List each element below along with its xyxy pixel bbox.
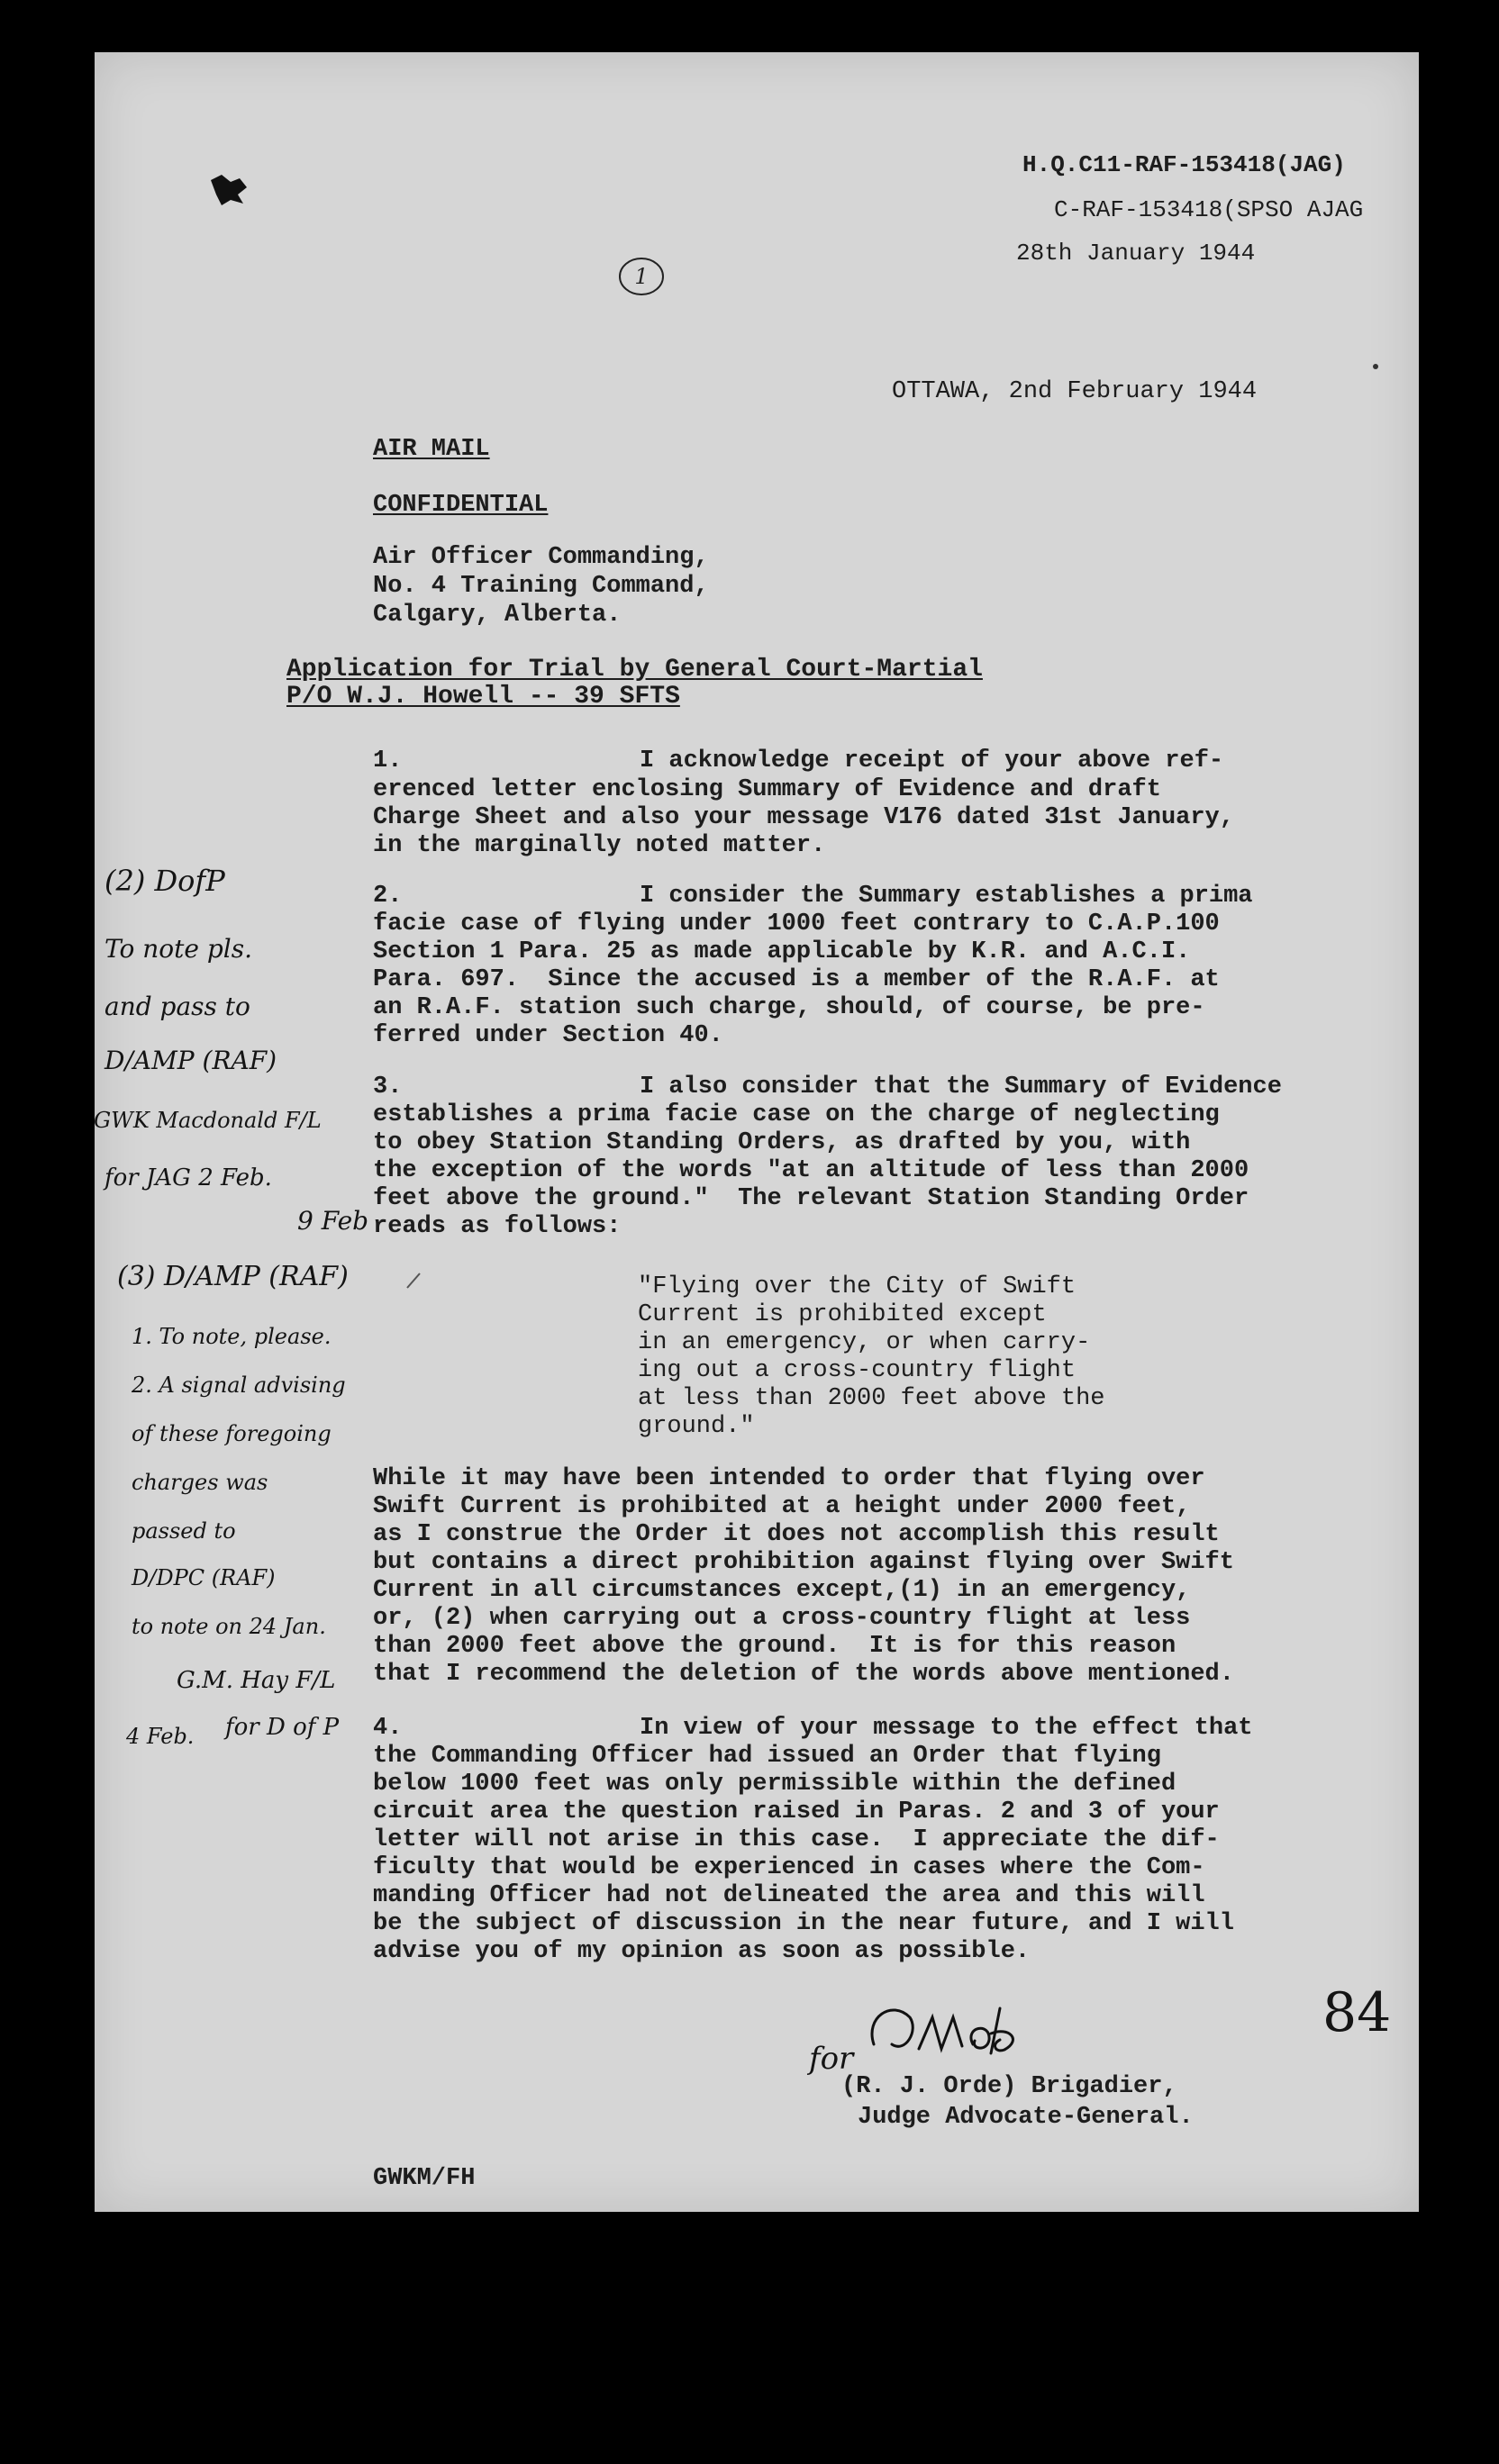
paragraph-line: be the subject of discussion in the near future, and I will [373,1910,1234,1937]
paragraph-line: reads as follows: [373,1213,622,1240]
note-line: D/AMP (RAF) [104,1046,277,1075]
note-line: 2. A signal advising [132,1372,346,1398]
quote-line: in an emergency, or when carry- [638,1329,1091,1356]
typist-initials: GWKM/FH [373,2165,476,2192]
paragraph-line: I also consider that the Summary of Evidence [640,1073,1282,1101]
note-line: of these foregoing [132,1421,332,1446]
paragraph-number: 1. [373,747,403,775]
paragraph-line: Charge Sheet and also your message V176 dated 31st January, [373,804,1234,831]
paragraph-line: advise you of my opinion as soon as possible. [373,1938,1031,1965]
subject-line: P/O W.J. Howell -- 39 SFTS [286,683,680,711]
reference-spso: C-RAF-153418(SPSO AJAG [1054,196,1364,223]
note-line: G.M. Hay F/L [177,1667,336,1694]
paragraph-line: circuit area the question raised in Paras. 2 and 3 of your [373,1798,1220,1825]
paragraph-line: ferred under Section 40. [373,1022,723,1049]
note-line: to note on 24 Jan. [132,1614,326,1639]
pencil-tick-mark [404,1270,425,1291]
note-line: passed to [132,1518,236,1544]
ink-blot-mark [207,171,250,207]
circled-folio-mark [616,254,667,299]
page-number: 84 [1322,1981,1392,2044]
paragraph-number: 4. [373,1715,403,1742]
note-line: (3) D/AMP (RAF) [117,1261,349,1292]
paragraph-line: Current in all circumstances except,(1) in an emergency, [373,1577,1191,1604]
paragraph-number: 3. [373,1073,403,1101]
paragraph-line: but contains a direct prohibition against flying over Swift [373,1549,1234,1576]
address-line: Calgary, Alberta. [373,602,622,629]
paragraph-line: manding Officer had not delineated the area and this will [373,1882,1205,1909]
signature-for: for [809,2041,854,2077]
paragraph-line: Section 1 Para. 25 as made applicable by K.R. and A.C.I. [373,938,1191,965]
paragraph-line: to obey Station Standing Orders, as drafted by you, with [373,1129,1191,1156]
quote-line: ing out a cross-country flight [638,1357,1077,1384]
paragraph-number: 2. [373,883,403,910]
paragraph-line: Swift Current is prohibited at a height under 2000 feet, [373,1493,1191,1520]
quote-line: at less than 2000 feet above the [638,1385,1105,1412]
pencil-dot-mark [1371,362,1380,371]
paragraph-line: establishes a prima facie case on the charge of neglecting [373,1101,1220,1128]
subject-line: Application for Trial by General Court-Martial [286,656,983,684]
note-line: and pass to [104,992,250,1021]
paragraph-line: the Commanding Officer had issued an Order that flying [373,1743,1161,1770]
paragraph-line: in the marginally noted matter. [373,832,826,859]
paragraph-line: erenced letter enclosing Summary of Evidence and draft [373,776,1161,803]
note-line: D/DPC (RAF) [132,1565,276,1590]
paragraph-line: Para. 697. Since the accused is a member of the R.A.F. at [373,966,1220,993]
paragraph-line: the exception of the words "at an altitude of less than 2000 [373,1157,1249,1184]
note-line: for JAG 2 Feb. [104,1164,272,1191]
address-line: Air Officer Commanding, [373,544,709,571]
paragraph-line: While it may have been intended to order that flying over [373,1465,1205,1492]
paragraph-line: as I construe the Order it does not accomplish this result [373,1521,1220,1548]
paragraph-line: than 2000 feet above the ground. It is for this reason [373,1633,1176,1660]
reference-jag: H.Q.C11-RAF-153418(JAG) [1022,151,1346,178]
svg-text:1: 1 [634,264,649,289]
paragraph-line: an R.A.F. station such charge, should, of course, be pre- [373,994,1205,1021]
signatory-name: (R. J. Orde) Brigadier, [841,2073,1177,2100]
note-date: 9 Feb [297,1206,369,1236]
air-mail-label: AIR MAIL [373,436,490,463]
signatory-title: Judge Advocate-General. [858,2104,1194,2131]
note-line: (2) DofP [104,864,225,898]
quote-line: "Flying over the City of Swift [638,1273,1077,1300]
quote-line: Current is prohibited except [638,1301,1047,1328]
paragraph-line: letter will not arise in this case. I appreciate the dif- [373,1826,1220,1853]
paragraph-line: In view of your message to the effect that [640,1715,1253,1742]
paragraph-line: ficulty that would be experienced in cases where the Com- [373,1854,1205,1881]
note-line: 1. To note, please. [132,1324,332,1349]
place-and-date: OTTAWA, 2nd February 1944 [892,378,1258,405]
note-line: 4 Feb. [126,1724,195,1749]
note-line: charges was [132,1470,268,1495]
paragraph-line: I consider the Summary establishes a prima [640,883,1253,910]
note-line: GWK Macdonald F/L [94,1108,322,1133]
quote-line: ground." [638,1413,755,1440]
paragraph-line: feet above the ground." The relevant Station Standing Order [373,1185,1249,1212]
confidential-label: CONFIDENTIAL [373,492,549,519]
note-line: for D of P [225,1714,340,1741]
paragraph-line: that I recommend the deletion of the words above mentioned. [373,1661,1234,1688]
paragraph-line: I acknowledge receipt of your above ref- [640,747,1224,775]
paragraph-line: facie case of flying under 1000 feet contrary to C.A.P.100 [373,910,1220,938]
paragraph-line: below 1000 feet was only permissible within the defined [373,1771,1176,1798]
reference-date: 28th January 1944 [1016,240,1256,267]
note-line: To note pls. [104,934,253,964]
address-line: No. 4 Training Command, [373,573,709,600]
handwritten-signature [856,1990,1063,2071]
paragraph-line: or, (2) when carrying out a cross-country flight at less [373,1605,1191,1632]
